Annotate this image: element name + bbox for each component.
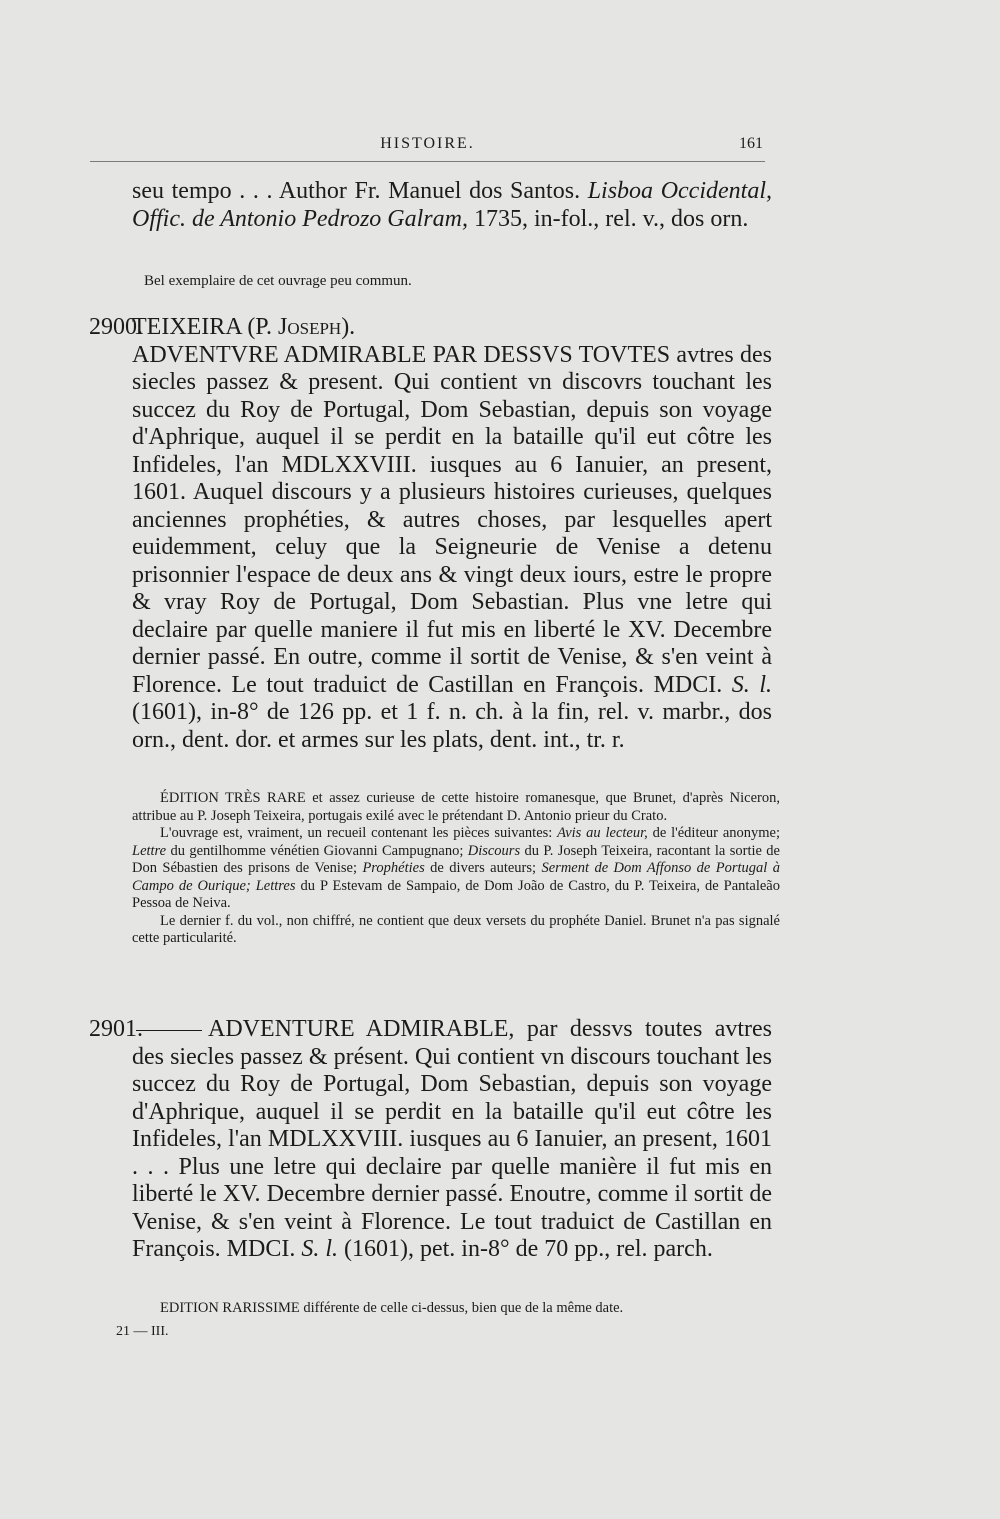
- entry-author: TEIXEIRA (P.: [132, 314, 278, 340]
- note-paragraph: L'ouvrage est, vraiment, un recueil contenant les pièces suivantes: Avis au lecteur, de l'éditeur anonyme; Lettre du gentilhomme vénétien Giovanni Campugnano; Discours du P. Joseph Teixeira, racontant la sortie de Don Sébastien des prisons de Venise; Prophéties de divers auteurs; Serment de Dom Affonso de Portugal à Campo de Ourique; Lettres du P Estevam de Sampaio, de Dom João de Castro, du P. Teixeira, de Pantaleão Pessoa de Neiva.: [132, 825, 781, 911]
- entry-title: ADVENTURE ADMIRABLE, par dessvs toutes avtres des siecles passez & présent. Qui contient vn discours touchant les succez du Roy de Portugal, Dom Sebastian, depuis son voyage d'Aphrique, auquel il se perdit en la bataille qu'il eut côtre les Infideles, l'an MDLXXVIII. iusques au 6 Ianuier, an present, 1601 . . . Plus une letre qui declaire par quelle manière il fut mis en liberté le XV. Decembre dernier passé. Enoutre, comme il sortit de Venise, & s'en veint à Florence. Le tout traduict de Castillan en François. MDCI.: [132, 1016, 772, 1262]
- note-2901: [132, 1300, 780, 1318]
- signature-mark: 21 — III.: [116, 1324, 169, 1339]
- entry-number: 2901.: [89, 1016, 143, 1042]
- continuation-tail: 1735, in-fol., rel. v., dos orn.: [467, 205, 749, 232]
- entry-title: ADVENTVRE ADMIRABLE PAR DESSVS TOVTES avtres des siecles passez & present. Qui contient vn discovrs touchant les succez du Roy de Portugal, Dom Sebastian, depuis son voyage d'Aphrique, auquel il se perdit en la bataille qu'il eut côtre les Infideles, l'an MDLXXVIII. iusques au 6 Ianuier, an present, 1601. Auquel discours y a plusieurs histoires curieuses, quelques anciennes prophéties, & autres choses, par lesquelles apert euidemment, celuy que la Seigneurie de Venise a detenu prisonnier l'espace de deux ans & vingt deux iours, estre le propre & vray Roy de Portugal, Dom Sebastian. Plus vne letre qui declaire par quelle maniere il fut mis en liberté le XV. Decembre dernier passé. En outre, comme il sortit de Venise, & s'en veint à Florence. Le tout traduict de Castillan en François. MDCI.: [132, 341, 772, 698]
- entry-collation: (1601), pet. in-8° de 70 pp., rel. parch.: [338, 1236, 713, 1262]
- entry-author-end: ).: [341, 314, 356, 340]
- section-title: HISTOIRE.: [380, 135, 475, 152]
- entry-place: S. l.: [301, 1236, 338, 1262]
- note-2900: [132, 790, 780, 948]
- note-paragraph: EDITION RARISSIME différente de celle ci-dessus, bien que de la même date.: [160, 1300, 624, 1316]
- note-paragraph: ÉDITION TRÈS RARE et assez curieuse de cette histoire romanesque, que Brunet, d'après Niceron, attribue au P. Joseph Teixeira, portugais exilé avec le prétendant D. Antonio prieur du Crato.: [132, 790, 780, 824]
- page-number: 161: [739, 135, 763, 152]
- entry-2900: [89, 314, 772, 754]
- continuation-note: Bel exemplaire de cet ouvrage peu commun.: [144, 273, 412, 289]
- entry-number: 2900.: [89, 314, 143, 340]
- entry-author-forename: Joseph: [278, 314, 342, 340]
- entry-2901: [89, 1016, 772, 1264]
- continuation-entry: [132, 178, 772, 233]
- running-head: [90, 135, 765, 162]
- continuation-imprint: Lisboa Occidental, Offic. de Antonio Pedrozo Galram,: [132, 178, 772, 232]
- entry-place: S. l.: [731, 671, 772, 698]
- continuation-lead: seu tempo . . . Author Fr. Manuel dos Santos.: [132, 178, 588, 204]
- ditto-dash: [136, 1030, 202, 1031]
- note-paragraph: Le dernier f. du vol., non chiffré, ne contient que deux versets du prophéte Daniel. Brunet n'a pas signalé cette particularité.: [132, 912, 780, 946]
- entry-collation: (1601), in-8° de 126 pp. et 1 f. n. ch. à la fin, rel. v. marbr., dos orn., dent. dor. et armes sur les plats, dent. int., tr. r.: [132, 699, 772, 753]
